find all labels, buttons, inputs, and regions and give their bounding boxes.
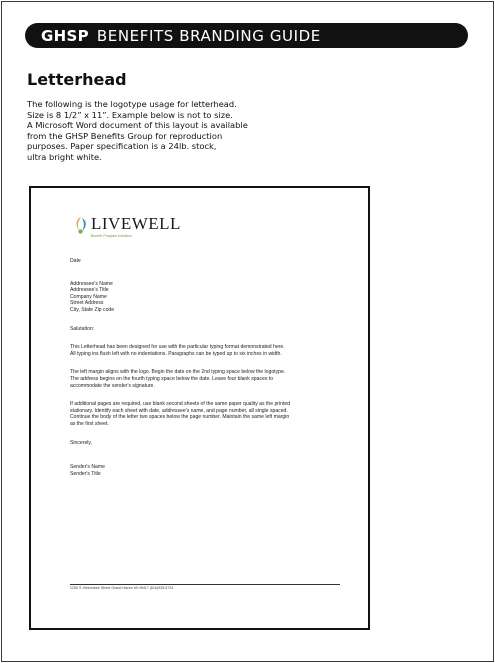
address-line: Addressee's Name — [70, 280, 113, 287]
livewell-logo-icon — [72, 215, 90, 235]
salutation-line: Salutation: — [70, 325, 95, 332]
paragraph-line: Continue the body of the letter two spaces below the page number. Maintain the same left margin — [70, 414, 290, 421]
paragraph-line: The address begins on the fourth typing space below the date. Leave four blank spaces to — [70, 375, 274, 382]
paragraph-line: accommodate the sender's signature. — [70, 382, 155, 389]
closing-line: Sincerely, — [70, 439, 92, 446]
paragraph-line: as the first sheet. — [70, 420, 109, 427]
address-line: Company Name — [70, 293, 107, 300]
address-line: City, State Zip code — [70, 306, 115, 313]
header-title: BENEFITS BRANDING GUIDE — [96, 26, 321, 45]
intro-paragraph — [27, 99, 287, 163]
paragraph-1 — [70, 344, 350, 357]
paragraph-2 — [70, 369, 350, 389]
intro-line: from the GHSP Benefits Group for reproduction — [27, 130, 223, 141]
header-brand: GHSP — [41, 26, 89, 45]
paragraph-3 — [70, 401, 350, 427]
sender-line: Sender's Title — [70, 470, 101, 477]
salutation — [70, 326, 350, 333]
intro-line: The following is the logotype usage for letterhead. — [27, 99, 237, 109]
address-line: Street Address — [70, 300, 104, 307]
logo-tagline: Benefit Program Initiative — [91, 234, 132, 238]
guide-header — [25, 23, 468, 48]
intro-line: purposes. Paper specification is a 24lb. stock, — [27, 141, 217, 152]
letter-footer: 1250 S. Beechtree Street Grand Haven MI 49417 (616)935-5724 — [70, 586, 174, 590]
paragraph-line: The left margin aligns with the logo. Begin the date on the 2nd typing space below the logotype. — [70, 369, 286, 376]
intro-line: A Microsoft Word document of this layout is available — [27, 120, 248, 131]
intro-line: Size is 8 1/2” x 11”. Example below is not to size. — [27, 109, 233, 120]
paragraph-line: If additional pages are required, use blank second sheets of the same paper quality as the printed — [70, 401, 291, 408]
livewell-logo — [72, 214, 181, 238]
sender-block — [70, 464, 350, 477]
letter-date — [70, 258, 350, 265]
paragraph-line: stationary. Identify each sheet with date, addressee's name, and page number, all single spaced. — [70, 407, 288, 414]
letterhead-sample — [29, 186, 370, 630]
letter-body — [70, 258, 350, 489]
logo-wordmark: LIVEWELL — [91, 214, 181, 233]
paragraph-line: All typing ins flush left with no indentations. Paragraphs can be typed up to six inches in width. — [70, 350, 282, 357]
date-line: Date — [70, 258, 81, 264]
paragraph-line: This Letterhead has been designed for use with the particular typing format demonstrated here. — [70, 344, 285, 351]
intro-line: ultra bright white. — [27, 151, 102, 162]
closing — [70, 440, 350, 447]
address-line: Addressee's Title — [70, 287, 109, 294]
address-block — [70, 281, 350, 314]
footer-divider — [70, 584, 340, 585]
section-heading: Letterhead — [27, 70, 127, 89]
sender-line: Sender's Name — [70, 464, 105, 471]
